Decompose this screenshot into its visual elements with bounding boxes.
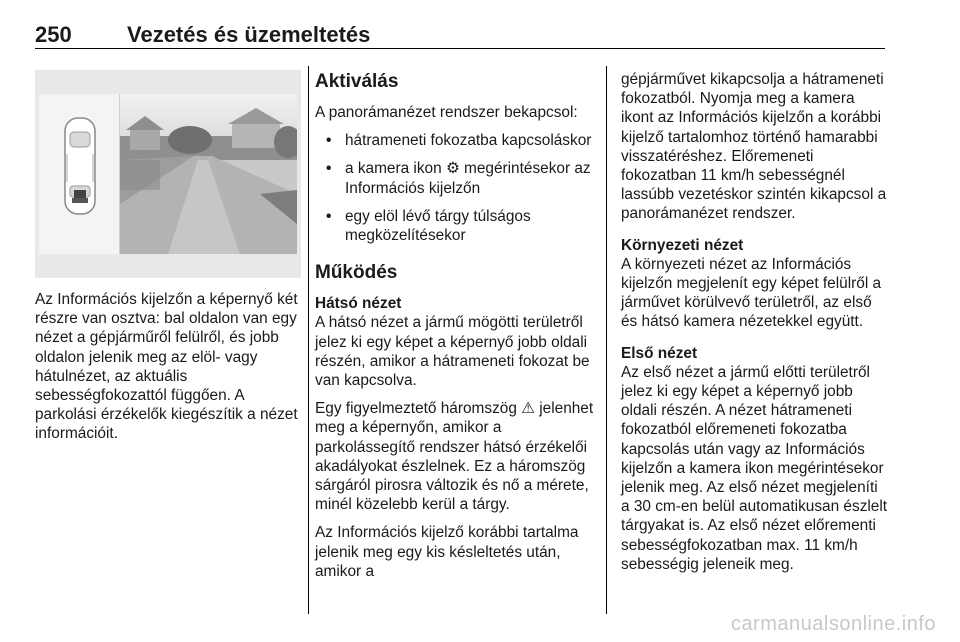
top-view-panel (39, 94, 120, 254)
rear-camera-image (120, 94, 297, 254)
activation-item-3: • egy elöl lévő tárgy túlságos megközelítésekor (315, 207, 595, 245)
column-3 (621, 70, 889, 583)
column-2 (315, 70, 595, 590)
function-heading: Működés (315, 262, 398, 284)
activation-item-1: • hátrameneti fokozatba kapcsoláskor (315, 131, 595, 150)
activation-item-2: • a kamera ikon ⚙ megérintésekor az Információs kijelzőn (315, 159, 595, 197)
environment-view-heading: Környezeti nézet (621, 236, 744, 254)
activation-heading: Aktiválás (315, 71, 399, 92)
display-screen-illustration (39, 94, 297, 254)
site-watermark: carmanualsonline.info (730, 613, 936, 635)
activation-intro: A panorámanézet rendszer bekapcsol: (315, 104, 578, 121)
car-top-view-icon (39, 94, 119, 254)
activation-list (315, 131, 595, 245)
page-number: 250 (35, 22, 72, 47)
column-1 (35, 70, 301, 453)
environment-view-paragraph: A környezeti nézet az Információs kijelzőn megjelenít egy képet felülről a járművet körülvevő területről, az első és hátsó kamera nézetekkel együtt. (621, 255, 882, 331)
rear-view-paragraph-3: Az Információs kijelző korábbi tartalma jelenik meg egy kis késleltetés után, amikor a (315, 524, 579, 580)
panorama-figure (35, 70, 301, 278)
column-divider-2 (606, 66, 607, 614)
rear-view-paragraph-2: Egy figyelmeztető háromszög ⚠ jelenhet meg a képernyőn, amikor a parkolássegítő rendszer hátsó érzékelői akadályokat észlelnek. Ez a háromszög sárgáról pirosra változik és nő a mérete, minél közelebb kerül a tárgy. (315, 400, 594, 514)
rear-view-heading: Hátsó nézet (315, 295, 402, 313)
rear-view-paragraph-1: A hátsó nézet a jármű mögötti területről jelez ki egy képet a képernyő jobb oldali részén, amikor a hátrameneti fokozat be van kapcsolva. (315, 314, 590, 390)
column-divider-1 (308, 66, 309, 614)
front-view-paragraph: Az első nézet a jármű előtti területről jelez ki egy képet a képernyő jobb oldali részén. A nézet hátrameneti fokozatból előremeneti fokozatba kapcsolás után vagy az Információs kijelzőn a kamera ikon megérintésekor jelenik meg. Az első nézet megjeleníti a 30 cm-en belül automatikusan észlelt tárgyakat is. Az első nézet előrementi sebességfokozatban max. 11 km/h sebességig jeleneik meg. (621, 363, 888, 573)
page-header (35, 22, 885, 49)
front-view-heading: Első nézet (621, 344, 698, 362)
continued-paragraph: gépjárművet kikapcsolja a hátrameneti fokozatból. Nyomja meg a kamera ikont az Információs kijelzőn a korábbi kijelző tartalomhoz történő hamarabbi visszatéréshez. Előremeneti fokozatban 11 km/h sebességnél lassúbb vezetéskor szintén kikapcsol a panorámanézet rendszer. (621, 71, 887, 223)
chapter-title: Vezetés és üzemeltetés (127, 22, 371, 47)
rear-camera-view (120, 94, 297, 254)
figure-caption: Az Információs kijelzőn a képernyő két részre van osztva: bal oldalon van egy nézet a gépjárműről felülről, és jobb oldalon jelenik meg az elöl- vagy hátulnézet, az aktuális sebességfokozattól függően. A parkolási érzékelők kiegészítik a nézet információit. (35, 291, 298, 443)
